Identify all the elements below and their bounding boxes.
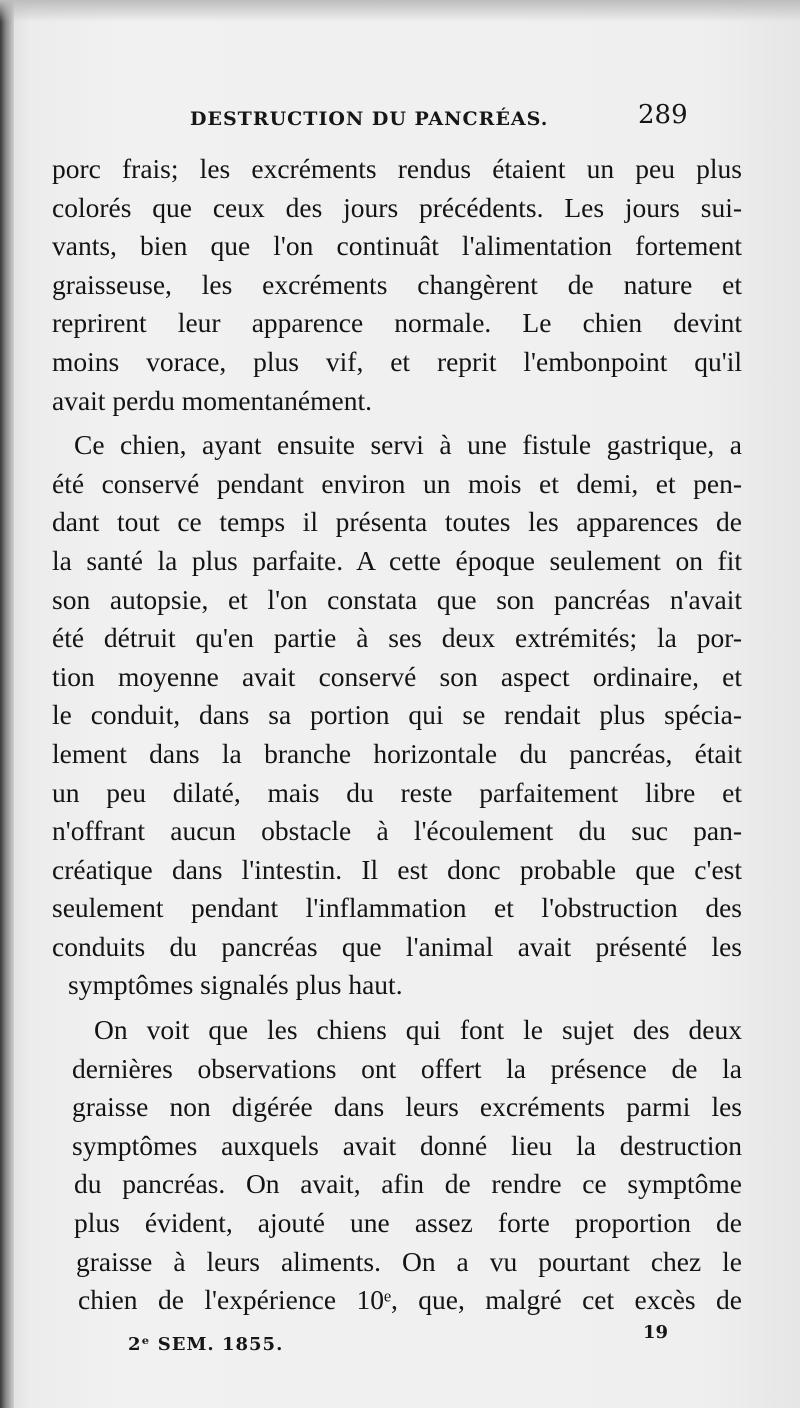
text-line: reprirent leur apparence normale. Le chien devint bbox=[52, 307, 742, 339]
text-line: tion moyenne avait conservé son aspect ordinaire, et bbox=[52, 660, 742, 692]
text-line: On voit que les chiens qui font le sujet des deux bbox=[94, 1014, 742, 1046]
text-line: Ce chien, ayant ensuite servi à une fistule gastrique, a bbox=[74, 429, 742, 461]
text-line: la santé la plus parfaite. A cette époque seulement on fit bbox=[52, 544, 742, 576]
page-gutter-shadow bbox=[0, 0, 14, 1408]
text-line: seulement pendant l'inflammation et l'obstruction des bbox=[52, 892, 742, 924]
text-line: conduits du pancréas que l'animal avait présenté les bbox=[52, 930, 742, 962]
text-line: graisseuse, les excréments changèrent de nature et bbox=[52, 268, 742, 300]
text-line: avait perdu momentanément. bbox=[52, 384, 372, 416]
page-footer bbox=[128, 1322, 688, 1362]
text-line: vants, bien que l'on continuât l'alimentation fortement bbox=[52, 230, 742, 262]
text-line: plus évident, ajouté une assez forte proportion de bbox=[74, 1207, 742, 1239]
text-line: symptômes auxquels avait donné lieu la destruction bbox=[72, 1129, 742, 1161]
text-line: n'offrant aucun obstacle à l'écoulement du suc pan- bbox=[52, 815, 742, 847]
text-line: été conservé pendant environ un mois et demi, et pen- bbox=[52, 467, 742, 499]
page-number: 289 bbox=[638, 100, 688, 130]
text-line: dernières observations ont offert la présence de la bbox=[72, 1052, 742, 1084]
running-title: DESTRUCTION DU PANCRÉAS. bbox=[190, 108, 549, 130]
sheet-number: 19 bbox=[643, 1322, 669, 1343]
text-line: son autopsie, et l'on constata que son pancréas n'avait bbox=[52, 583, 742, 615]
text-line: graisse non digérée dans leurs excréments parmi les bbox=[72, 1091, 742, 1123]
text-line: un peu dilaté, mais du reste parfaitement libre et bbox=[52, 776, 742, 808]
text-line: moins vorace, plus vif, et reprit l'embonpoint qu'il bbox=[52, 345, 742, 377]
page-header bbox=[60, 100, 700, 140]
signature-mark: 2ᵉ SEM. 1855. bbox=[128, 1334, 284, 1355]
text-line: lement dans la branche horizontale du pancréas, était bbox=[52, 737, 742, 769]
text-line: chien de l'expérience 10ᵉ, que, malgré cet excès de bbox=[78, 1284, 742, 1316]
text-line: symptômes signalés plus haut. bbox=[68, 969, 403, 1001]
text-line: dant tout ce temps il présenta toutes les apparences de bbox=[52, 506, 742, 538]
text-line: le conduit, dans sa portion qui se rendait plus spécia- bbox=[52, 699, 742, 731]
page-top-shadow bbox=[0, 0, 800, 22]
text-line: du pancréas. On avait, afin de rendre ce symptôme bbox=[74, 1168, 742, 1200]
text-line: porc frais; les excréments rendus étaient un peu plus bbox=[52, 153, 742, 184]
text-line: colorés que ceux des jours précédents. Les jours sui- bbox=[52, 191, 742, 223]
text-line: créatique dans l'intestin. Il est donc probable que c'est bbox=[52, 853, 742, 885]
body-text bbox=[52, 150, 742, 1320]
text-line: été détruit qu'en partie à ses deux extrémités; la por- bbox=[52, 622, 742, 654]
text-line: graisse à leurs aliments. On a vu pourtant chez le bbox=[76, 1245, 742, 1277]
